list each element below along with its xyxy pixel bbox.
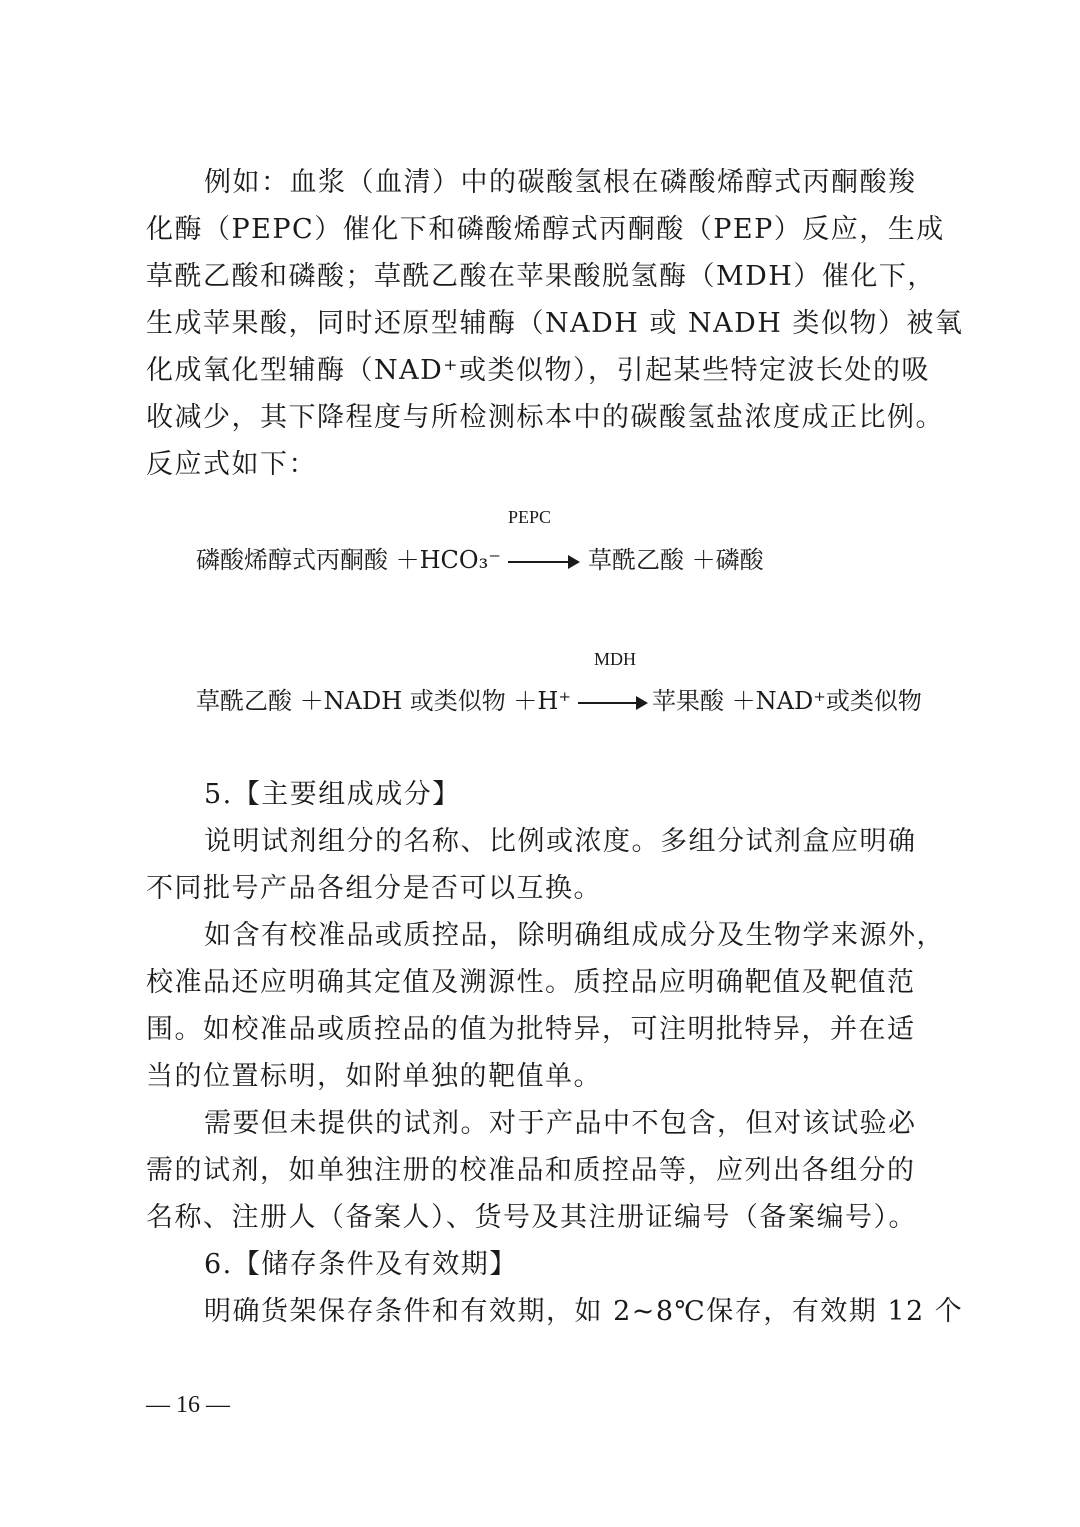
paragraph-line: 明确货架保存条件和有效期，如 2~8℃保存，有效期 12 个 (204, 1296, 964, 1327)
paragraph-line: 不同批号产品各组分是否可以互换。 (146, 873, 602, 904)
paragraph-line: 草酰乙酸和磷酸；草酰乙酸在苹果酸脱氢酶（MDH）催化下， (146, 261, 936, 292)
paragraph-line: 说明试剂组分的名称、比例或浓度。多组分试剂盒应明确 (204, 826, 917, 857)
paragraph-line: 反应式如下： (146, 449, 317, 480)
section6-heading: 6.【储存条件及有效期】 (204, 1249, 518, 1280)
paragraph-line: 名称、注册人（备案人）、货号及其注册证编号（备案编号）。 (146, 1202, 917, 1233)
section5-heading: 5.【主要组成成分】 (204, 779, 461, 810)
reaction1-arrow-icon (508, 561, 578, 563)
paragraph-line: 化成氧化型辅酶（NAD⁺或类似物），引起某些特定波长处的吸 (146, 355, 931, 386)
paragraph-line: 需要但未提供的试剂。对于产品中不包含，但对该试验必 (204, 1108, 917, 1139)
paragraph-line: 围。如校准品或质控品的值为批特异，可注明批特异，并在适 (146, 1014, 916, 1045)
paragraph-line: 如含有校准品或质控品，除明确组成成分及生物学来源外， (204, 920, 945, 951)
paragraph-line: 化酶（PEPC）催化下和磷酸烯醇式丙酮酸（PEP）反应，生成 (146, 214, 945, 245)
paragraph-line: 例如：血浆（血清）中的碳酸氢根在磷酸烯醇式丙酮酸羧 (204, 167, 917, 198)
reaction1-products: 草酰乙酸 ＋磷酸 (588, 546, 764, 574)
page-number: — 16 — (146, 1392, 230, 1418)
reaction1-enzyme: PEPC (508, 507, 552, 527)
reaction2-enzyme: MDH (594, 649, 637, 669)
reaction2-arrow-icon (578, 702, 646, 704)
paragraph-line: 校准品还应明确其定值及溯源性。质控品应明确靶值及靶值范 (146, 967, 916, 998)
paragraph-line: 需的试剂，如单独注册的校准品和质控品等，应列出各组分的 (146, 1155, 916, 1186)
paragraph-line: 当的位置标明，如附单独的靶值单。 (146, 1061, 602, 1092)
paragraph-line: 生成苹果酸，同时还原型辅酶（NADH 或 NADH 类似物）被氧 (146, 308, 964, 339)
reaction1-reactants: 磷酸烯醇式丙酮酸 ＋HCO₃⁻ (196, 546, 501, 574)
reaction2-products: 苹果酸 ＋NAD⁺或类似物 (652, 687, 922, 715)
reaction2-reactants: 草酰乙酸 ＋NADH 或类似物 ＋H⁺ (196, 687, 571, 715)
paragraph-line: 收减少，其下降程度与所检测标本中的碳酸氢盐浓度成正比例。 (146, 402, 944, 433)
